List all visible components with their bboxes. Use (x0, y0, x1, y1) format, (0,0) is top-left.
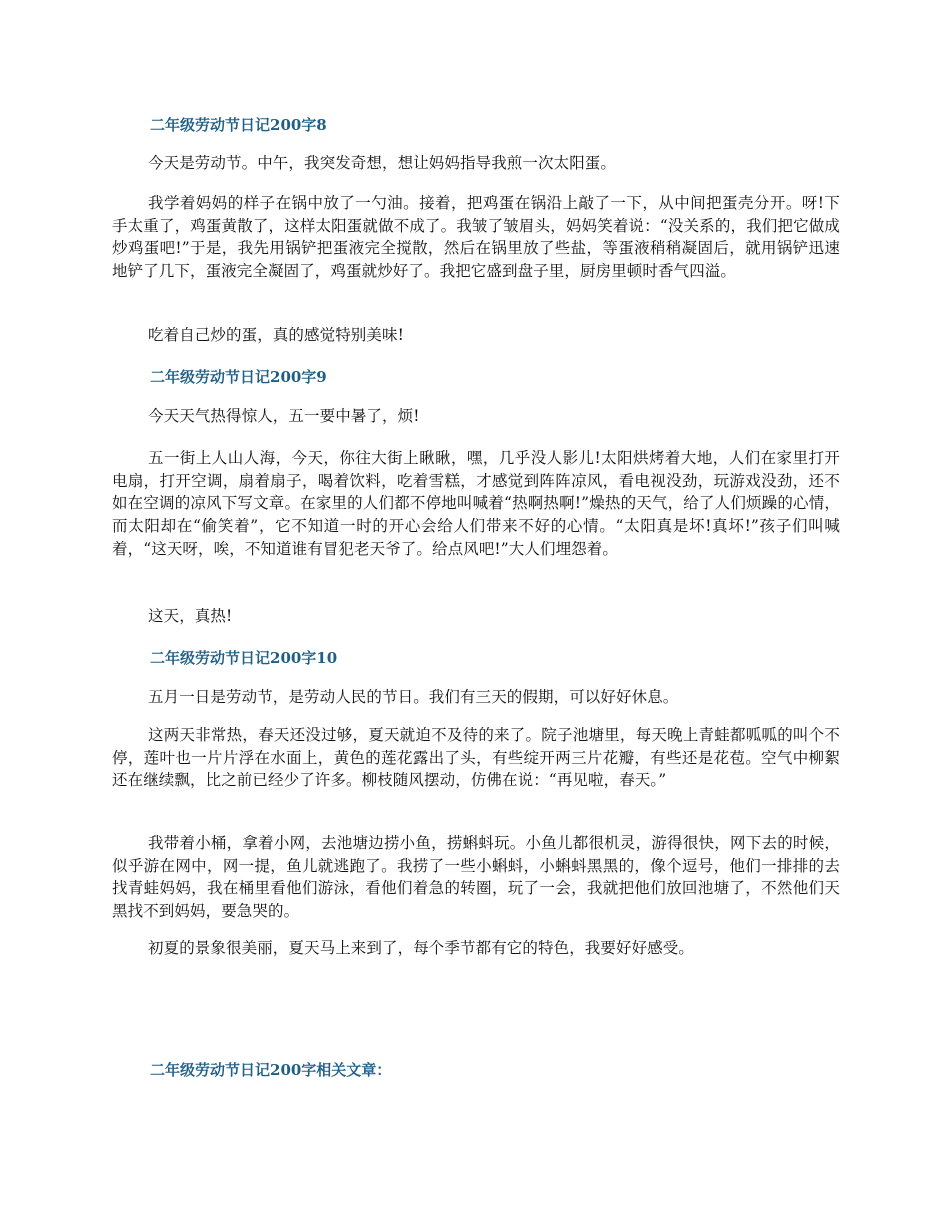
related-articles-heading: 二年级劳动节日记200字相关文章： (150, 1061, 392, 1079)
paragraph: 吃着自己炒的蛋，真的感觉特别美味! (148, 326, 404, 344)
paragraph: 今天天气热得惊人，五一要中暑了，烦! (148, 407, 420, 425)
paragraph: 我学着妈妈的样子在锅中放了一勺油。接着，把鸡蛋在锅沿上敲了一下，从中间把蛋壳分开。呀!下手太重了，鸡蛋黄散了，这样太阳蛋就做不成了。我皱了皱眉头，妈妈笑着说：“没关系的，我们把它做成炒鸡蛋吧!”于是，我先用锅铲把蛋液完全搅散，然后在锅里放了些盐，等蛋液稍稍凝固后，就用锅铲迅速地铲了几下，蛋液完全凝固了，鸡蛋就炒好了。我把它盛到盘子里，厨房里顿时香气四溢。 (112, 194, 840, 281)
paragraph: 初夏的景象很美丽，夏天马上来到了，每个季节都有它的特色，我要好好感受。 (148, 939, 695, 957)
paragraph: 五一街上人山人海，今天，你往大街上瞅瞅，嘿，几乎没人影儿!太阳烘烤着大地，人们在家里打开电扇，打开空调，扇着扇子，喝着饮料，吃着雪糕，才感觉到阵阵凉风，看电视没劲，玩游戏没劲，还不如在空调的凉风下写文章。在家里的人们都不停地叫喊着“热啊热啊!”燥热的天气，给了人们烦躁的心情，而太阳却在“偷笑着”，它不知道一时的开心会给人们带来不好的心情。“太阳真是坏!真坏!”孩子们叫喊着，“这天呀，唉，不知道谁有冒犯老天爷了。给点风吧!”大人们埋怨着。 (112, 449, 840, 558)
paragraph: 这两天非常热，春天还没过够，夏天就迫不及待的来了。院子池塘里，每天晚上青蛙都呱呱的叫个不停，莲叶也一片片浮在水面上，黄色的莲花露出了头，有些绽开两三片花瓣，有些还是花苞。空气中柳絮还在继续飘，比之前已经少了许多。柳枝随风摆动，仿佛在说：“再见啦，春天。” (112, 726, 840, 790)
paragraph: 我带着小桶，拿着小网，去池塘边捞小鱼，捞蝌蚪玩。小鱼儿都很机灵，游得很快，网下去的时候，似乎游在网中，网一提，鱼儿就逃跑了。我捞了一些小蝌蚪，小蝌蚪黑黑的，像个逗号，他们一排排的去找青蛙妈妈，我在桶里看他们游泳，看他们着急的转圈，玩了一会，我就把他们放回池塘了，不然他们天黑找不到妈妈，要急哭的。 (112, 834, 840, 921)
section-heading-10: 二年级劳动节日记200字10 (150, 649, 338, 667)
section-heading-8: 二年级劳动节日记200字8 (150, 116, 327, 134)
section-heading-9: 二年级劳动节日记200字9 (150, 368, 327, 386)
paragraph: 这天，真热! (148, 607, 233, 625)
paragraph: 五月一日是劳动节，是劳动人民的节日。我们有三天的假期，可以好好休息。 (148, 688, 679, 706)
paragraph: 今天是劳动节。中午，我突发奇想，想让妈妈指导我煎一次太阳蛋。 (148, 154, 617, 172)
